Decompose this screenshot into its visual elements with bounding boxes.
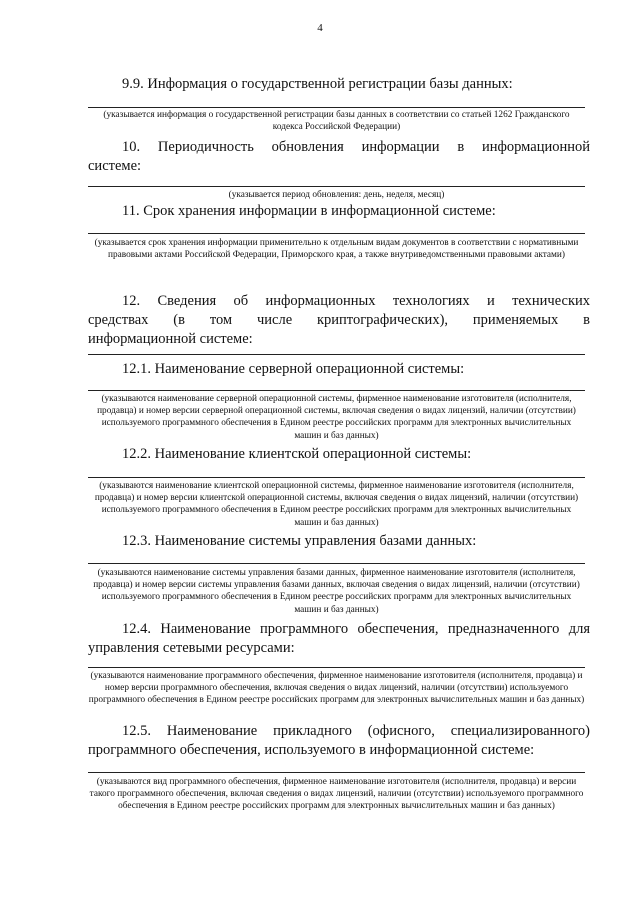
heading-12-line1: 12. Сведения об информационных технологиях и технических <box>122 293 590 309</box>
field-line-10 <box>88 186 585 187</box>
field-line-12-3 <box>88 563 585 564</box>
note-12-5: (указываются вид программного обеспечения, фирменное наименование изготовителя (исполнителя, продавца) и версии такого программного обеспечения, включая сведения о видах лицензий, наличии (отсутствии) используемого программного обеспечения в Едином реестре российских программ для электронных вычислительных машин и баз данных) <box>89 777 584 812</box>
note-12-3: (указываются наименование системы управления базами данных, фирменное наименование изготовителя (исполнителя, продавца) и номер версии системы управления базами данных, включая сведения о видах лицензий, наличии (отсутствии) используемого программного обеспечения в Едином реестре российских программ для электронных вычислительных машин и баз данных) <box>93 568 580 615</box>
field-line-12-1 <box>88 390 585 391</box>
heading-10-line1: 10. Периодичность обновления информации в информационной <box>122 139 590 155</box>
heading-12-5-line2: программного обеспечения, используемого в информационной системе: <box>88 742 535 758</box>
heading-12-5-line1: 12.5. Наименование прикладного (офисного, специализированного) <box>122 723 590 739</box>
field-line-12-5 <box>88 772 585 773</box>
field-line-9-9 <box>88 107 585 108</box>
heading-12-line3: информационной системе: <box>88 331 253 347</box>
divider-12 <box>88 354 585 355</box>
note-12-4: (указываются наименование программного обеспечения, фирменное наименование изготовителя (исполнителя, продавца) и номер версии программного обеспечения, включая сведения о видах лицензий, наличии (отсутствии) используемого программного обеспечения в Едином реестре российских программ для электронных вычислительных машин и баз данных) <box>88 671 585 706</box>
heading-11: 11. Срок хранения информации в информационной системе: <box>122 203 496 219</box>
heading-12-3: 12.3. Наименование системы управления базами данных: <box>122 533 477 549</box>
note-12-2: (указываются наименование клиентской операционной системы, фирменное наименование изготовителя (исполнителя, продавца) и номер версии клиентской операционной системы, включая сведения о видах лицензий, наличии (отсутствии) используемого программного обеспечения в Едином реестре российских программ для электронных вычислительных машин и баз данных) <box>94 481 579 528</box>
note-9-9: (указывается информация о государственной регистрации базы данных в соответствии со статьей 1262 Гражданского кодекса Российской Федерации) <box>103 110 570 133</box>
heading-9-9: 9.9. Информация о государственной регистрации базы данных: <box>122 76 513 92</box>
note-11: (указывается срок хранения информации применительно к отдельным видам документов в соответствии с нормативными правовыми актами Российской Федерации, Приморского края, а также внутриведомственными правовыми актами) <box>94 238 579 261</box>
heading-10-line2: системе: <box>88 158 142 174</box>
heading-12-1: 12.1. Наименование серверной операционной системы: <box>122 361 465 377</box>
note-10: (указывается период обновления: день, неделя, месяц) <box>228 190 445 200</box>
heading-12-2: 12.2. Наименование клиентской операционной системы: <box>122 446 472 462</box>
field-line-12-4 <box>88 667 585 668</box>
field-line-12-2 <box>88 477 585 478</box>
page-number: 4 <box>317 22 323 34</box>
heading-12-4-line1: 12.4. Наименование программного обеспечения, предназначенного для <box>122 621 590 637</box>
field-line-11 <box>88 233 585 234</box>
heading-12-line2: средствах (в том числе криптографических), применяемых в <box>88 312 590 328</box>
heading-12-4-line2: управления сетевыми ресурсами: <box>88 640 295 656</box>
note-12-1: (указываются наименование серверной операционной системы, фирменное наименование изготовителя (исполнителя, продавца) и номер версии серверной операционной системы, включая сведения о видах лицензий, наличии (отсутствии) используемого программного обеспечения в Едином реестре российских программ для электронных вычислительных машин и баз данных) <box>97 394 576 441</box>
